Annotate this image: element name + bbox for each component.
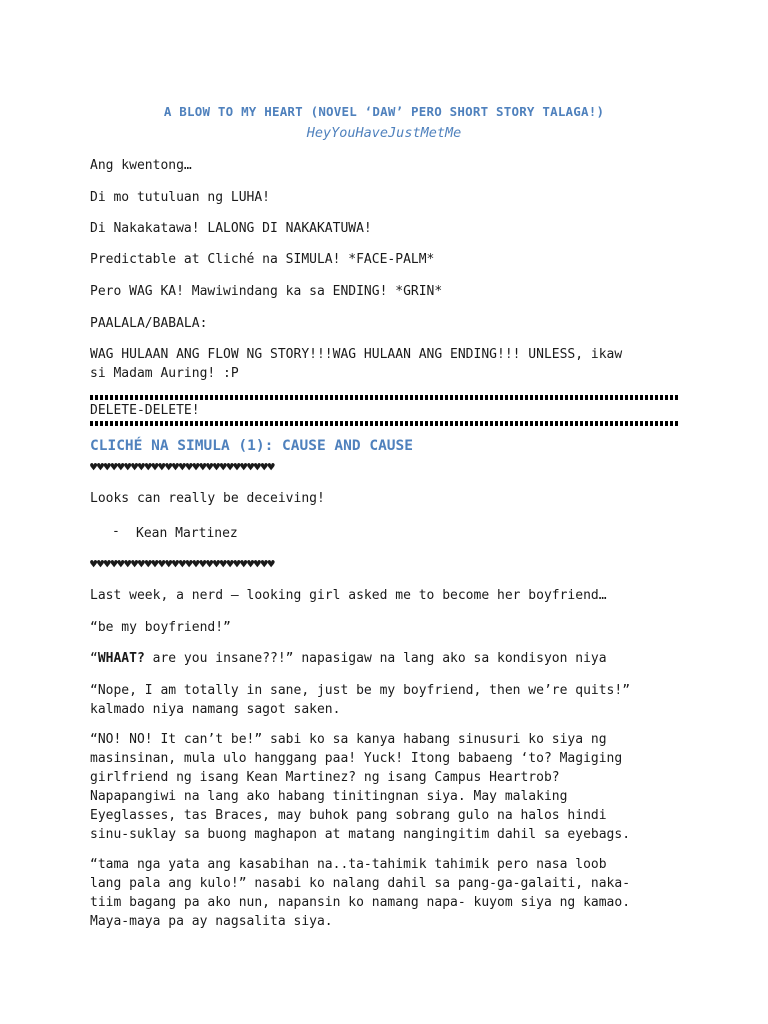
hearts-divider: ♥♥♥♥♥♥♥♥♥♥♥♥♥♥♥♥♥♥♥♥♥♥♥♥♥♥♥ bbox=[90, 460, 275, 474]
paragraph-line bbox=[90, 649, 607, 668]
delete-text: DELETE-DELETE! bbox=[90, 403, 200, 418]
quote-mark: “ bbox=[90, 651, 98, 666]
hearts-divider: ♥♥♥♥♥♥♥♥♥♥♥♥♥♥♥♥♥♥♥♥♥♥♥♥♥♥♥ bbox=[90, 557, 275, 571]
paragraph-line: Napapangiwi na lang ako habang tinitingnan siya. May malaking bbox=[90, 789, 568, 804]
paragraph-line: “be my boyfriend!” bbox=[90, 620, 231, 635]
intro-line: Pero WAG KA! Mawiwindang ka sa ENDING! *GRIN* bbox=[90, 284, 443, 299]
paragraph-line: kalmado niya namang sagot saken. bbox=[90, 702, 341, 717]
intro-line: Di mo tutuluan ng LUHA! bbox=[90, 190, 271, 205]
paragraph-line: lang pala ang kulo!” nasabi ko nalang dahil sa pang-ga-galaiti, naka- bbox=[90, 876, 631, 891]
paragraph-line: “NO! NO! It can’t be!” sabi ko sa kanya habang sinusuri ko siya ng bbox=[90, 732, 607, 747]
paragraph-line: “Nope, I am totally in sane, just be my boyfriend, then we’re quits!” bbox=[90, 683, 631, 698]
warning-line: WAG HULAAN ANG FLOW NG STORY!!!WAG HULAAN ANG ENDING!!! UNLESS, ikaw bbox=[90, 347, 623, 362]
story-title: A BLOW TO MY HEART (NOVEL ‘DAW’ PERO SHORT STORY TALAGA!) bbox=[163, 104, 605, 119]
quote-dash: - bbox=[112, 524, 120, 539]
quote-author: Kean Martinez bbox=[136, 526, 238, 541]
paragraph-line: Eyeglasses, tas Braces, may buhok pang sobrang gulo na halos hindi bbox=[90, 808, 607, 823]
intro-line: Predictable at Cliché na SIMULA! *FACE-PALM* bbox=[90, 252, 435, 267]
paragraph-line: sinu-suklay sa buong maghapon at matang nangingitim dahil sa eyebags. bbox=[90, 827, 631, 842]
paragraph-line: “tama nga yata ang kasabihan na..ta-tahimik tahimik pero nasa loob bbox=[90, 857, 607, 872]
paragraph-line: tiim bagang pa ako nun, napansin ko namang napa- kuyom siya ng kamao. bbox=[90, 895, 631, 910]
chapter-heading: CLICHÉ NA SIMULA (1): CAUSE AND CAUSE bbox=[90, 438, 414, 454]
dotted-divider bbox=[90, 395, 680, 400]
paragraph-text: are you insane??!” napasigaw na lang ako sa kondisyon niya bbox=[144, 651, 607, 666]
paragraph-line: masinsinan, mula ulo hanggang paa! Yuck! Itong babaeng ‘to? Magiging bbox=[90, 751, 623, 766]
warning-line: si Madam Auring! :P bbox=[90, 366, 239, 381]
intro-line: PAALALA/BABALA: bbox=[90, 316, 208, 331]
dotted-divider bbox=[90, 421, 680, 426]
quote-text: Looks can really be deceiving! bbox=[90, 491, 325, 506]
author-name: HeyYouHaveJustMetMe bbox=[306, 125, 462, 141]
paragraph-line: Last week, a nerd – looking girl asked me to become her boyfriend… bbox=[90, 588, 607, 603]
intro-line: Ang kwentong… bbox=[90, 158, 192, 173]
paragraph-line: Maya-maya pa ay nagsalita siya. bbox=[90, 914, 333, 929]
emphasis-text: WHAAT? bbox=[97, 651, 145, 666]
intro-line: Di Nakakatawa! LALONG DI NAKAKATUWA! bbox=[90, 221, 372, 236]
paragraph-line: girlfriend ng isang Kean Martinez? ng isang Campus Heartrob? bbox=[90, 770, 560, 785]
